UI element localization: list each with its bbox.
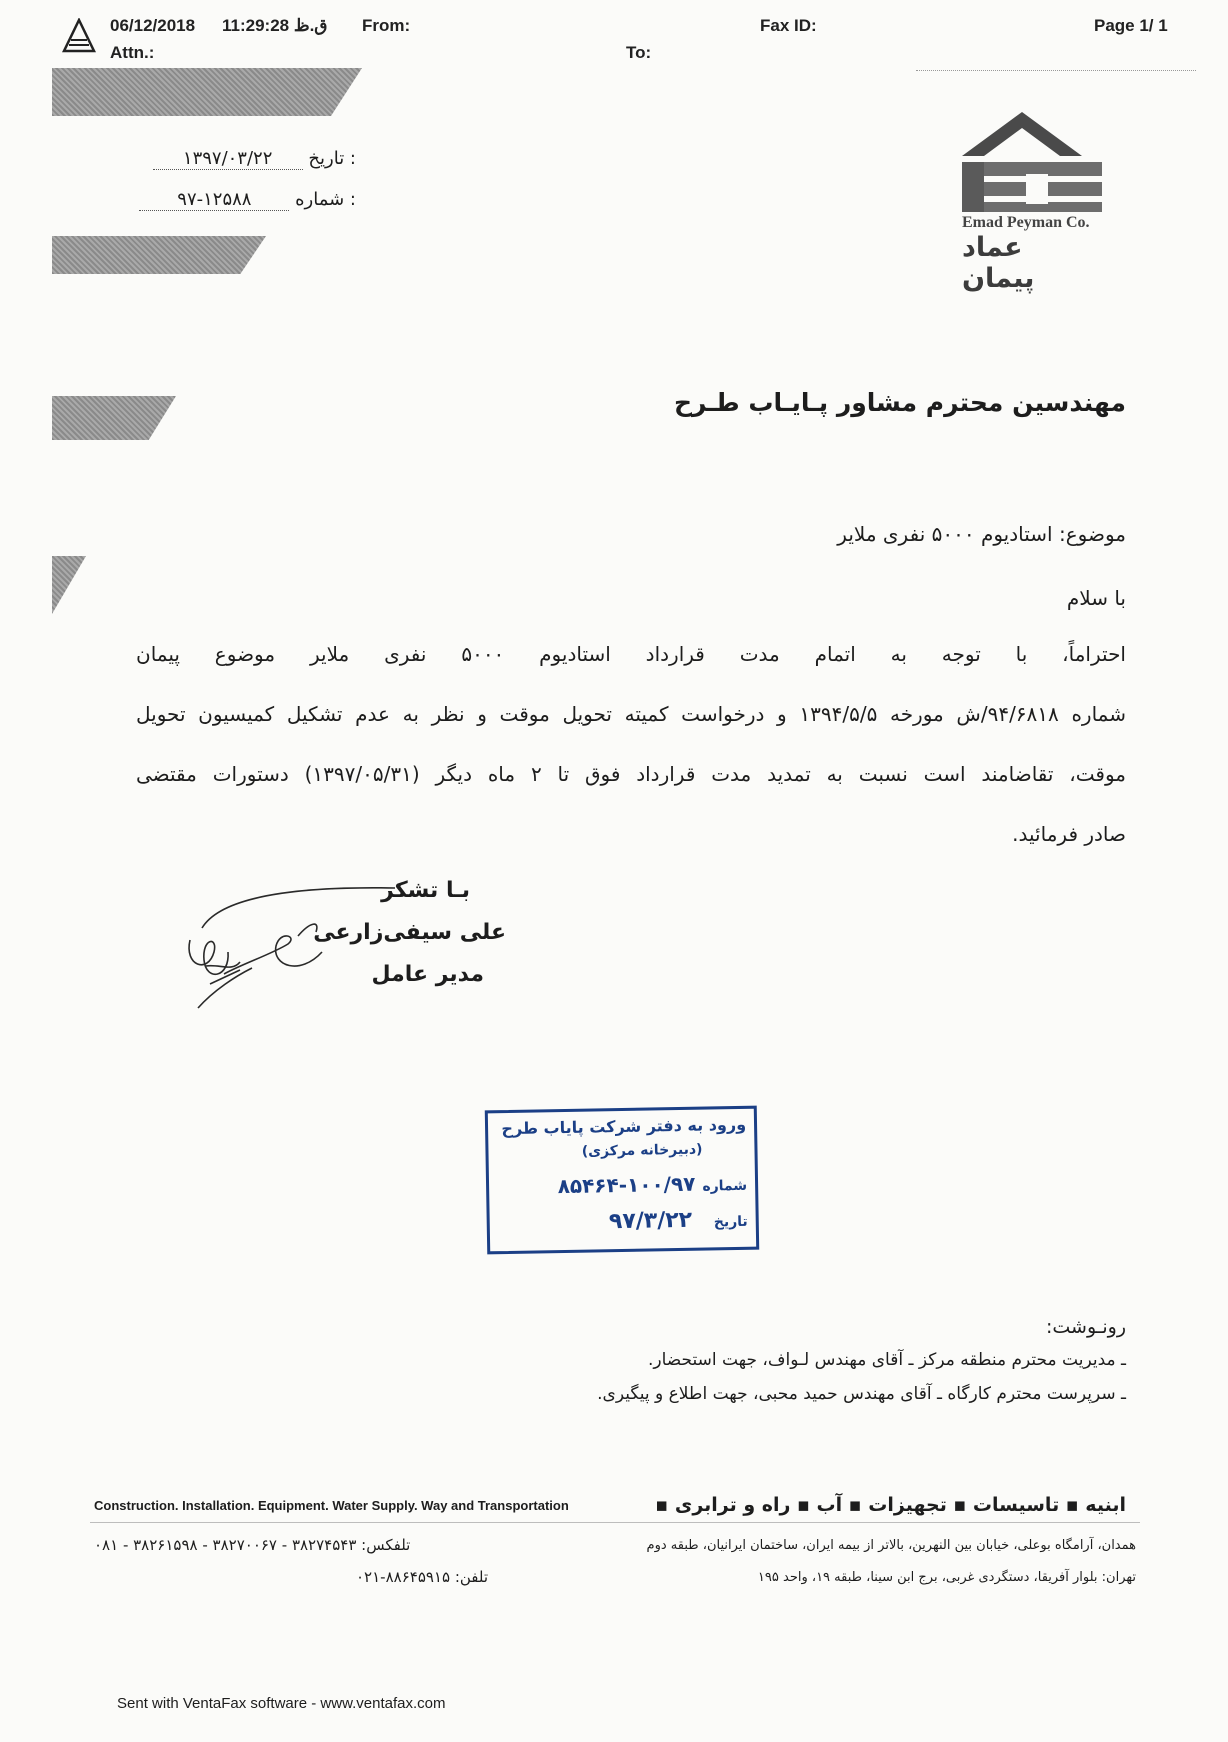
company-logo-icon [962,112,1102,212]
fax-id-label: Fax ID: [760,16,817,35]
stamp-date-label: تاریخ [713,1213,748,1231]
fax-date: 06/12/2018 [110,16,196,35]
sent-with-note: Sent with VentaFax software - www.ventafax.com [117,1695,446,1712]
fax-header-rule [916,70,1196,71]
signature-icon [180,880,430,1010]
cc-item: ـ مدیریت محترم منطقه مرکز ـ آقای مهندس لـواف، جهت استحضار. [647,1350,1126,1370]
letter-date [153,148,356,170]
body-line: صادر فرمائید. [1012,822,1126,846]
letter-number-label: : شماره [295,189,356,210]
subject: موضوع: استادیوم ۵۰۰۰ نفری ملایر [837,522,1126,546]
redacted-block [52,396,176,440]
footer-rule [90,1522,1140,1523]
footer-services-en: Construction. Installation. Equipment. Water Supply. Way and Transportation [94,1498,569,1513]
company-name-en: Emad Peyman Co. [962,214,1090,231]
stamp-line-1: ورود به دفتر شرکت پایاب طرح [501,1114,747,1139]
body-line: موقت، تقاضامند است نسبت به تمدید مدت قرارداد فوق تا ۲ ماه دیگر (۱۳۹۷/۰۵/۳۱) دستورات مقتضی [136,762,1126,786]
closing: بـا تشکر [381,878,470,903]
received-stamp [485,1106,759,1255]
stamp-number-value: ۱۰۰/۹۷-۸۵۴۶۴ [557,1171,696,1199]
body-line: احتراماً، با توجه به اتمام مدت قرارداد استادیوم ۵۰۰۰ نفری ملایر موضوع پیمان [136,642,1126,666]
stamp-number [557,1171,747,1198]
footer-fax-numbers: تلفکس: ۳۸۲۷۴۵۴۳ - ۳۸۲۷۰۰۶۷ - ۳۸۲۶۱۵۹۸ - ۰۸۱ [94,1536,411,1554]
letter-date-label: : تاریخ [308,148,356,169]
signer-name: علی سیفی‌زارعی [313,920,506,945]
fax-attn-label: Attn.: [110,43,155,62]
letter-date-value: ۱۳۹۷/۰۳/۲۲ [153,148,303,170]
redacted-block [52,68,362,116]
stamp-date-value: ۹۷/۳/۲۲ [608,1207,693,1235]
redacted-block [52,236,266,274]
stamp-number-label: شماره [702,1177,748,1195]
greeting: با سلام [1066,586,1126,610]
recipient: مهندسین محترم مشاور پـایـاب طـرح [674,388,1126,417]
fax-page: Page 1/ 1 [1094,16,1168,35]
footer-address-hamedan: همدان، آرامگاه بوعلی، خیابان بین النهرین، بالاتر از بیمه ایران، ساختمان ایرانیان، طبقه دوم [646,1538,1136,1553]
body-line: شماره ۹۴/۶۸۱۸/ش مورخه ۱۳۹۴/۵/۵ و درخواست کمیته تحویل موقت و نظر به عدم تشکیل کمیسیون تحویل [136,702,1126,726]
letter-number [139,189,356,211]
footer-address-tehran: تهران: بلوار آفریقا، دستگردی غربی، برج ابن سینا، طبقه ۱۹، واحد ۱۹۵ [757,1570,1136,1585]
footer-phone: تلفن: ۸۸۶۴۵۹۱۵-۰۲۱ [356,1568,489,1586]
stamp-date [609,1207,748,1234]
fax-logo-icon [62,18,96,54]
footer-services-fa: ابنیه ▪ تاسیسات ▪ تجهیزات ▪ آب ▪ راه و ترابری ▪ [655,1494,1126,1516]
cc-item: ـ سرپرست محترم کارگاه ـ آقای مهندس حمید محبی، جهت اطلاع و پیگیری. [597,1384,1126,1404]
fax-from-label: From: [362,16,411,35]
fax-time: 11:29:28 ق.ظ [222,16,328,35]
company-name-fa: عماد پیمان [962,232,1035,294]
cc-title: رونـوشت: [1046,1316,1126,1338]
redacted-block [52,556,86,614]
fax-to-label: To: [626,43,652,62]
signer-title: مدیر عامل [371,962,484,987]
stamp-line-2: (دبیرخانه مرکزی) [581,1141,703,1160]
letter-number-value: ۹۷-۱۲۵۸۸ [139,189,289,211]
